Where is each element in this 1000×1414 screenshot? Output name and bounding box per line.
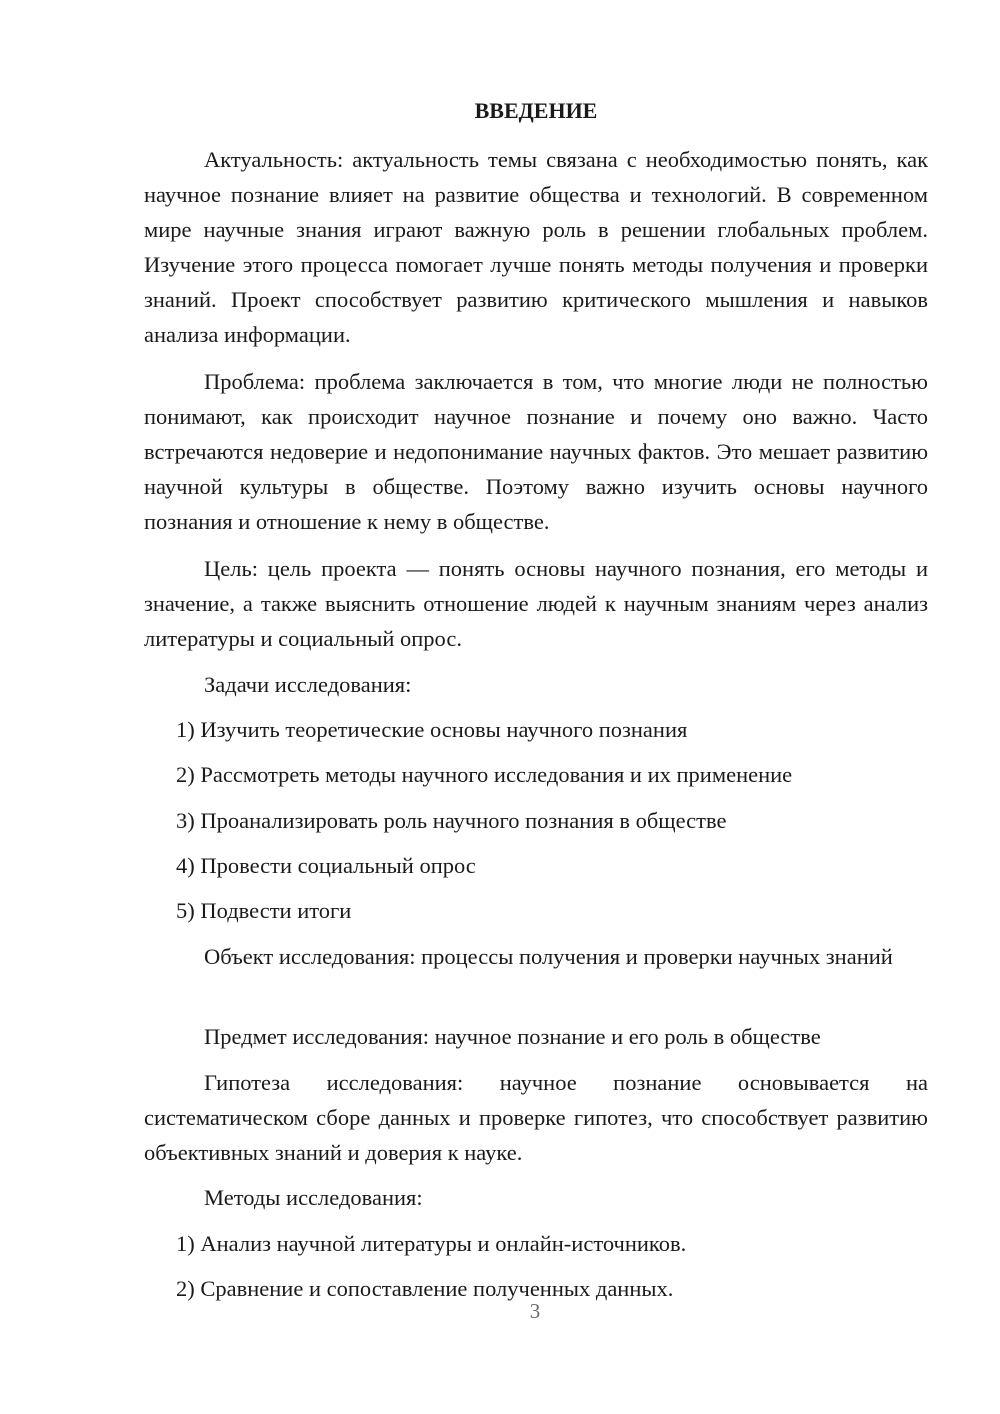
methods-heading: Методы исследования: [204, 1185, 423, 1210]
object-paragraph: Объект исследования: процессы получения и проверки научных знаний [204, 944, 893, 969]
task-item-3: 3) Проанализировать роль научного познания в обществе [176, 808, 727, 833]
relevance-paragraph: Актуальность: актуальность темы связана с необходимостью понять, как научное познание влияет на развитие общества и технологий. В современном мире научные знания играют важную роль в решении глобальных проблем. Изучение этого процесса помогает лучше понять методы получения и проверки знаний. Проект способствует развитию критического мышления и навыков анализа информации. [144, 147, 928, 347]
section-title: ВВЕДЕНИЕ [474, 98, 598, 123]
task-item-4: 4) Провести социальный опрос [176, 853, 476, 878]
goal-paragraph: Цель: цель проекта — понять основы научного познания, его методы и значение, а также выяснить отношение людей к научным знаниям через анализ литературы и социальный опрос. [144, 556, 928, 651]
task-item-5: 5) Подвести итоги [176, 898, 352, 923]
task-item-1: 1) Изучить теоретические основы научного познания [176, 717, 688, 742]
method-item-1: 1) Анализ научной литературы и онлайн-источников. [176, 1231, 687, 1256]
method-item-2: 2) Сравнение и сопоставление полученных данных. [176, 1276, 674, 1301]
task-item-2: 2) Рассмотреть методы научного исследования и их применение [176, 762, 793, 787]
page-number: 3 [529, 1299, 541, 1323]
subject-paragraph: Предмет исследования: научное познание и его роль в обществе [204, 1024, 821, 1049]
problem-paragraph: Проблема: проблема заключается в том, что многие люди не полностью понимают, как происходит научное познание и почему оно важно. Часто встречаются недоверие и недопонимание научных фактов. Это мешает развитию научной культуры в обществе. Поэтому важно изучить основы научного познания и отношение к нему в обществе. [144, 369, 928, 534]
tasks-heading: Задачи исследования: [204, 672, 412, 697]
hypothesis-paragraph: Гипотеза исследования: научное познание основывается на систематическом сборе данных и проверке гипотез, что способствует развитию объективных знаний и доверия к науке. [144, 1070, 928, 1165]
